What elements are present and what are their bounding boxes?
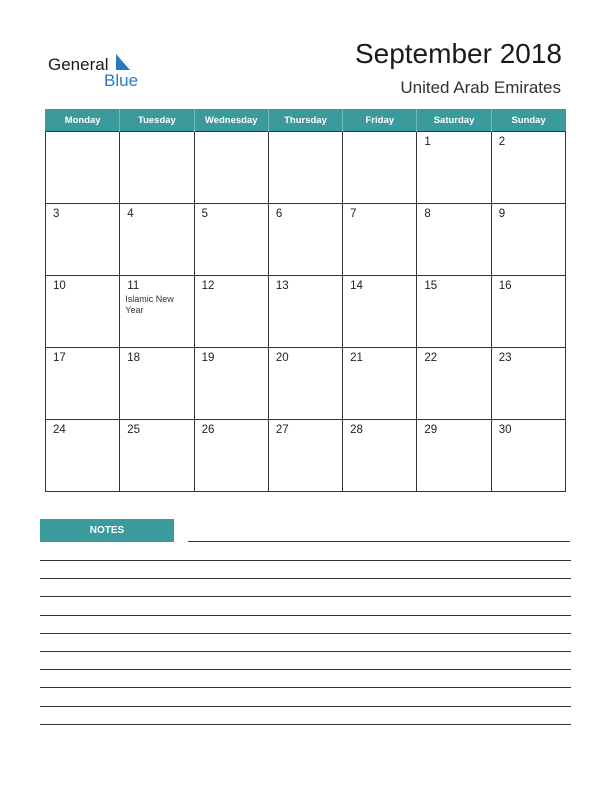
day-number: 16 [498, 280, 512, 292]
calendar-day-cell [194, 420, 268, 492]
calendar-day-cell [343, 204, 417, 276]
calendar-day-cell [46, 132, 120, 204]
notes-rule-line [40, 615, 571, 616]
logo-word-general: General [48, 55, 109, 74]
notes-rule-line [40, 578, 571, 579]
day-number: 21 [350, 352, 363, 364]
calendar-day-cell [491, 420, 565, 492]
calendar-day-cell [46, 276, 120, 348]
calendar-week-row [46, 348, 566, 420]
calendar-day-cell [417, 204, 491, 276]
day-number: 25 [127, 424, 141, 436]
logo-flag-icon [116, 54, 130, 70]
calendar-day-cell [268, 132, 342, 204]
day-number: 24 [53, 424, 66, 436]
day-number: 13 [275, 280, 289, 292]
day-number: 12 [201, 280, 215, 292]
calendar-grid [45, 109, 566, 492]
day-number: 22 [424, 352, 438, 364]
calendar-day-cell [268, 276, 342, 348]
calendar-week-row [46, 420, 566, 492]
calendar-day-cell [120, 132, 194, 204]
day-number: 8 [424, 208, 431, 220]
generalblue-logo [48, 52, 148, 92]
weekday-header: Friday [343, 109, 417, 132]
notes-rule-line [40, 706, 571, 707]
day-number: 15 [424, 280, 438, 292]
calendar-day-cell [343, 420, 417, 492]
calendar-day-cell [417, 132, 491, 204]
calendar-week-row [46, 276, 566, 348]
day-number: 5 [201, 208, 208, 220]
day-number: 9 [498, 208, 506, 220]
notes-rule-line [188, 541, 570, 542]
calendar-day-cell [194, 276, 268, 348]
holiday-event: Islamic New Year [125, 294, 174, 315]
calendar-day-cell [194, 132, 268, 204]
calendar-day-cell [417, 276, 491, 348]
calendar-day-cell [120, 204, 194, 276]
day-number: 7 [350, 208, 357, 220]
notes-rule-line [40, 651, 571, 652]
weekday-header: Monday [46, 109, 120, 132]
day-number: 20 [275, 352, 289, 364]
notes-rule-line [40, 687, 571, 688]
day-number: 14 [350, 280, 363, 292]
notes-rule-line [40, 633, 571, 634]
day-number: 10 [53, 280, 66, 292]
day-number: 6 [275, 208, 283, 220]
calendar-day-cell [268, 348, 342, 420]
logo-word-blue: Blue [104, 71, 139, 90]
day-number: 4 [127, 208, 134, 220]
day-number: 2 [498, 136, 506, 148]
notes-rule-line [40, 560, 571, 561]
calendar-day-cell [417, 348, 491, 420]
calendar-day-cell [46, 348, 120, 420]
calendar-day-cell [46, 204, 120, 276]
day-number: 26 [201, 424, 215, 436]
calendar-day-cell [120, 420, 194, 492]
day-number: 29 [424, 424, 438, 436]
calendar-country: United Arab Emirates [400, 78, 561, 97]
day-number: 11 [127, 280, 140, 292]
notes-rule-line [40, 669, 571, 670]
calendar-week-row [46, 204, 566, 276]
weekday-header: Thursday [268, 109, 342, 132]
day-number: 18 [127, 352, 141, 364]
weekday-header-row [46, 109, 566, 132]
calendar-body [46, 132, 566, 492]
calendar-day-cell [343, 276, 417, 348]
calendar-day-cell [46, 420, 120, 492]
calendar-day-cell [343, 132, 417, 204]
calendar-day-cell [491, 132, 565, 204]
calendar-day-cell [120, 276, 194, 348]
calendar-day-cell [268, 420, 342, 492]
day-number: 1 [424, 136, 431, 148]
calendar-day-cell [268, 204, 342, 276]
calendar-title: September 2018 [354, 38, 562, 69]
day-number: 23 [498, 352, 512, 364]
day-number: 17 [53, 352, 66, 364]
day-number: 27 [275, 424, 289, 436]
day-number: 3 [53, 208, 60, 220]
weekday-header: Saturday [417, 109, 491, 132]
weekday-header: Sunday [491, 109, 565, 132]
calendar-day-cell [194, 204, 268, 276]
calendar-day-cell [343, 348, 417, 420]
weekday-header: Wednesday [194, 109, 268, 132]
notes-rule-line [40, 596, 571, 597]
calendar-day-cell [417, 420, 491, 492]
calendar-day-cell [491, 204, 565, 276]
notes-rule-line [40, 724, 571, 725]
calendar-day-cell [491, 348, 565, 420]
day-number: 28 [350, 424, 363, 436]
day-number: 19 [201, 352, 215, 364]
calendar-day-cell [491, 276, 565, 348]
calendar-day-cell [194, 348, 268, 420]
day-number: 30 [498, 424, 512, 436]
notes-label: NOTES [40, 519, 174, 542]
calendar-day-cell [120, 348, 194, 420]
calendar-week-row [46, 132, 566, 204]
weekday-header: Tuesday [120, 109, 194, 132]
